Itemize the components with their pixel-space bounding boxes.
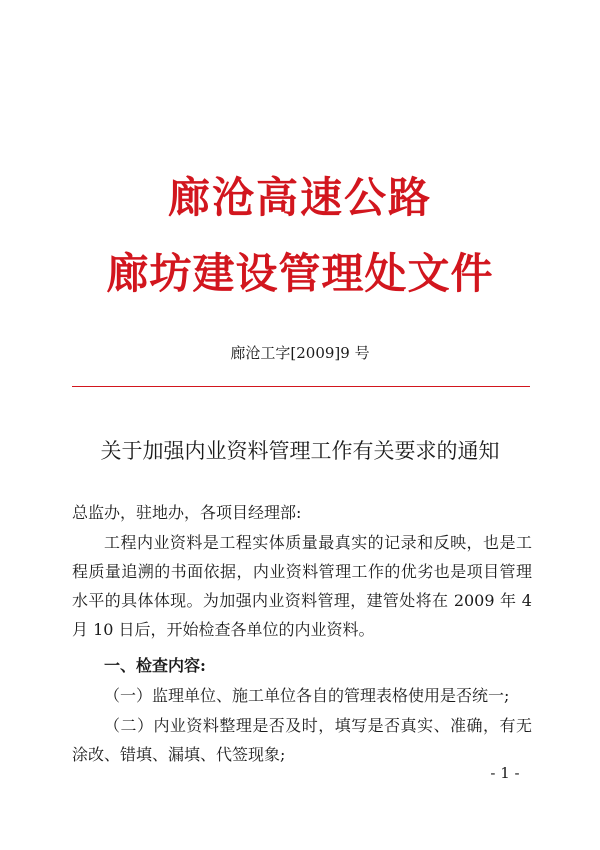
header-red-rule bbox=[72, 386, 530, 387]
section-heading: 一、检查内容: bbox=[104, 656, 206, 675]
document-number: 廊沧工字[2009]9 号 bbox=[230, 344, 370, 362]
page-number: - 1 - bbox=[490, 764, 520, 782]
check-item-1: （一）监理单位、施工单位各自的管理表格使用是否统一; bbox=[104, 686, 510, 705]
notice-title: 关于加强内业资料管理工作有关要求的通知 bbox=[100, 439, 500, 463]
check-item-2: （二）内业资料整理是否及时，填写是否真实、准确，有无涂改、错填、漏填、代签现象; bbox=[72, 716, 532, 764]
document-header-line-2: 廊坊建设管理处文件 bbox=[106, 249, 494, 298]
salutation: 总监办，驻地办，各项目经理部: bbox=[72, 503, 302, 522]
body-paragraph: 工程内业资料是工程实体质量最真实的记录和反映，也是工程质量追溯的书面依据，内业资料管理工作的优劣也是项目管理水平的具体体现。为加强内业资料管理，建管处将在 2009 年 4 月 10 日后，开始检查各单位的内业资料。 bbox=[72, 533, 532, 639]
document-header-line-1: 廊沧高速公路 bbox=[167, 173, 432, 222]
